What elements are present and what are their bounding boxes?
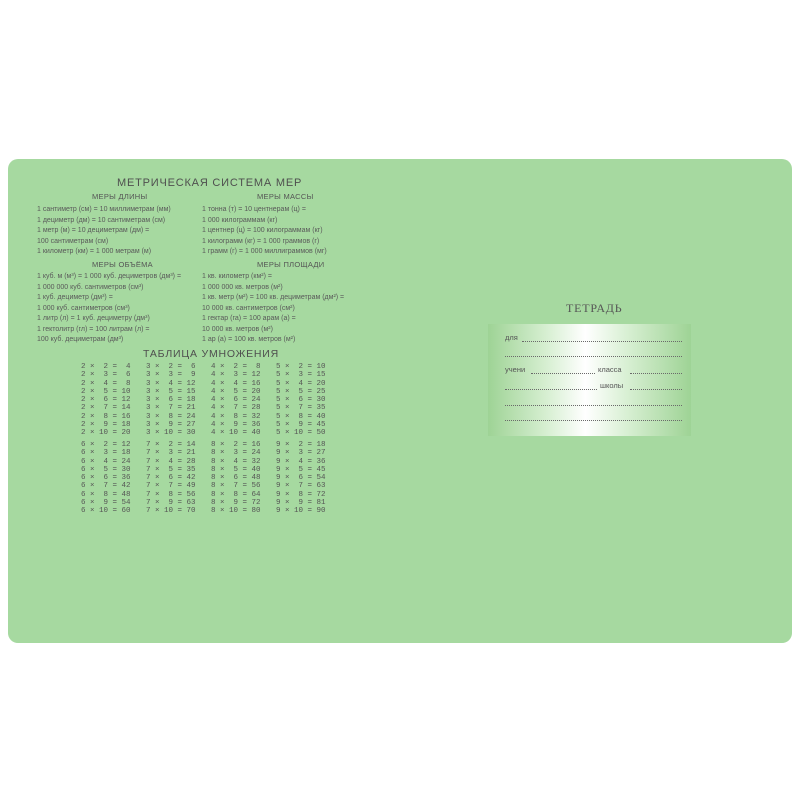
length-line: 1 километр (км) = 1 000 метрам (м) [37, 248, 152, 255]
label-class: класса [598, 365, 622, 374]
mass-line: 1 центнер (ц) = 100 килограммам (кг) [202, 227, 323, 234]
mult-column-3: 3 × 2 = 6 3 × 3 = 9 3 × 4 = 12 3 × 5 = 15 3 × 6 = 18 3 × 7 = 21 3 × 8 = 24 3 × 9 = 27 3 × 10 = 30 [146, 363, 196, 438]
mult-column-6: 6 × 2 = 12 6 × 3 = 18 6 × 4 = 24 6 × 5 = 30 6 × 6 = 36 6 × 7 = 42 6 × 8 = 48 6 × 9 = 54 6 × 10 = 60 [81, 441, 131, 516]
volume-line: 1 000 куб. сантиметров (см³) [37, 304, 130, 312]
label-school: школы [600, 381, 624, 390]
length-list [37, 205, 171, 258]
school-line[interactable] [630, 389, 682, 390]
mult-column-7: 7 × 2 = 14 7 × 3 = 21 7 × 4 = 28 7 × 5 = 35 7 × 6 = 42 7 × 7 = 49 7 × 8 = 56 7 × 9 = 63 7 × 10 = 70 [146, 441, 196, 516]
length-line: 100 сантиметрам (см) [37, 237, 109, 245]
label-for: для [505, 333, 518, 342]
mult-column-8: 8 × 2 = 16 8 × 3 = 24 8 × 4 = 32 8 × 5 = 40 8 × 6 = 48 8 × 7 = 56 8 × 8 = 64 8 × 9 = 72 8 × 10 = 80 [211, 441, 261, 516]
name-line[interactable] [505, 356, 682, 357]
volume-line: 1 куб. дециметр (дм³) = [37, 294, 113, 301]
extra-line-2[interactable] [505, 420, 682, 421]
area-line: 1 гектар (га) = 100 арам (а) = [202, 315, 296, 322]
school-number-line[interactable] [505, 389, 597, 390]
volume-line: 1 гектолитр (гл) = 100 литрам (л) = [37, 325, 150, 333]
mass-line: 1 грамм (г) = 1 000 миллиграммов (мг) [202, 248, 327, 255]
mult-column-4: 4 × 2 = 8 4 × 3 = 12 4 × 4 = 16 4 × 5 = 20 4 × 6 = 24 4 × 7 = 28 4 × 8 = 32 4 × 9 = 36 4 × 10 = 40 [211, 363, 261, 438]
mult-column-2: 2 × 2 = 4 2 × 3 = 6 2 × 4 = 8 2 × 5 = 10 2 × 6 = 12 2 × 7 = 14 2 × 8 = 16 2 × 9 = 18 2 × 10 = 20 [81, 363, 131, 438]
mult-column-5: 5 × 2 = 10 5 × 3 = 15 5 × 4 = 20 5 × 5 = 25 5 × 6 = 30 5 × 7 = 35 5 × 8 = 40 5 × 9 = 45 5 × 10 = 50 [276, 363, 326, 438]
mult-column-9: 9 × 2 = 18 9 × 3 = 27 9 × 4 = 36 9 × 5 = 45 9 × 6 = 54 9 × 7 = 63 9 × 8 = 72 9 × 9 = 81 9 × 10 = 90 [276, 441, 326, 516]
volume-list [37, 272, 181, 346]
area-line: 1 кв. километр (км²) = [202, 273, 272, 280]
length-line: 1 метр (м) = 10 дециметрам (дм) = [37, 227, 150, 234]
volume-heading: МЕРЫ ОБЪЁМА [92, 260, 153, 269]
mass-line: 1 тонна (т) = 10 центнерам (ц) = [202, 206, 306, 213]
area-line: 1 000 000 кв. метров (м²) [202, 283, 283, 291]
length-line: 1 сантиметр (см) = 10 миллиметрам (мм) [37, 206, 171, 213]
volume-line: 1 литр (л) = 1 куб. дециметру (дм³) [37, 315, 150, 322]
area-line: 10 000 кв. сантиметров (см²) [202, 304, 295, 312]
mass-heading: МЕРЫ МАССЫ [257, 192, 314, 201]
area-line: 1 кв. метр (м²) = 100 кв. дециметрам (дм²) = [202, 294, 345, 301]
area-list [202, 272, 344, 346]
volume-line: 100 куб. дециметрам (дм³) [37, 336, 124, 343]
multiplication-title: ТАБЛИЦА УМНОЖЕНИЯ [143, 348, 280, 360]
class-line[interactable] [630, 373, 682, 374]
mass-line: 1 килограмм (кг) = 1 000 граммов (г) [202, 237, 320, 245]
volume-line: 1 000 000 куб. сантиметров (см³) [37, 283, 144, 291]
for-line[interactable] [522, 341, 682, 342]
area-heading: МЕРЫ ПЛОЩАДИ [257, 260, 325, 269]
area-line: 1 ар (а) = 100 кв. метров (м²) [202, 336, 296, 343]
label-student: учени [505, 365, 526, 374]
metric-system-title: МЕТРИЧЕСКАЯ СИСТЕМА МЕР [117, 177, 303, 189]
mass-line: 1 000 килограммам (кг) [202, 216, 278, 224]
mass-list [202, 205, 327, 258]
length-heading: МЕРЫ ДЛИНЫ [92, 192, 148, 201]
volume-line: 1 куб. м (м³) = 1 000 куб. дециметров (дм³) = [37, 273, 182, 280]
area-line: 10 000 кв. метров (м²) [202, 325, 273, 333]
extra-line-1[interactable] [505, 405, 682, 406]
length-line: 1 дециметр (дм) = 10 сантиметрам (см) [37, 216, 166, 224]
notebook-title: ТЕТРАДЬ [566, 301, 623, 315]
student-line[interactable] [531, 373, 595, 374]
